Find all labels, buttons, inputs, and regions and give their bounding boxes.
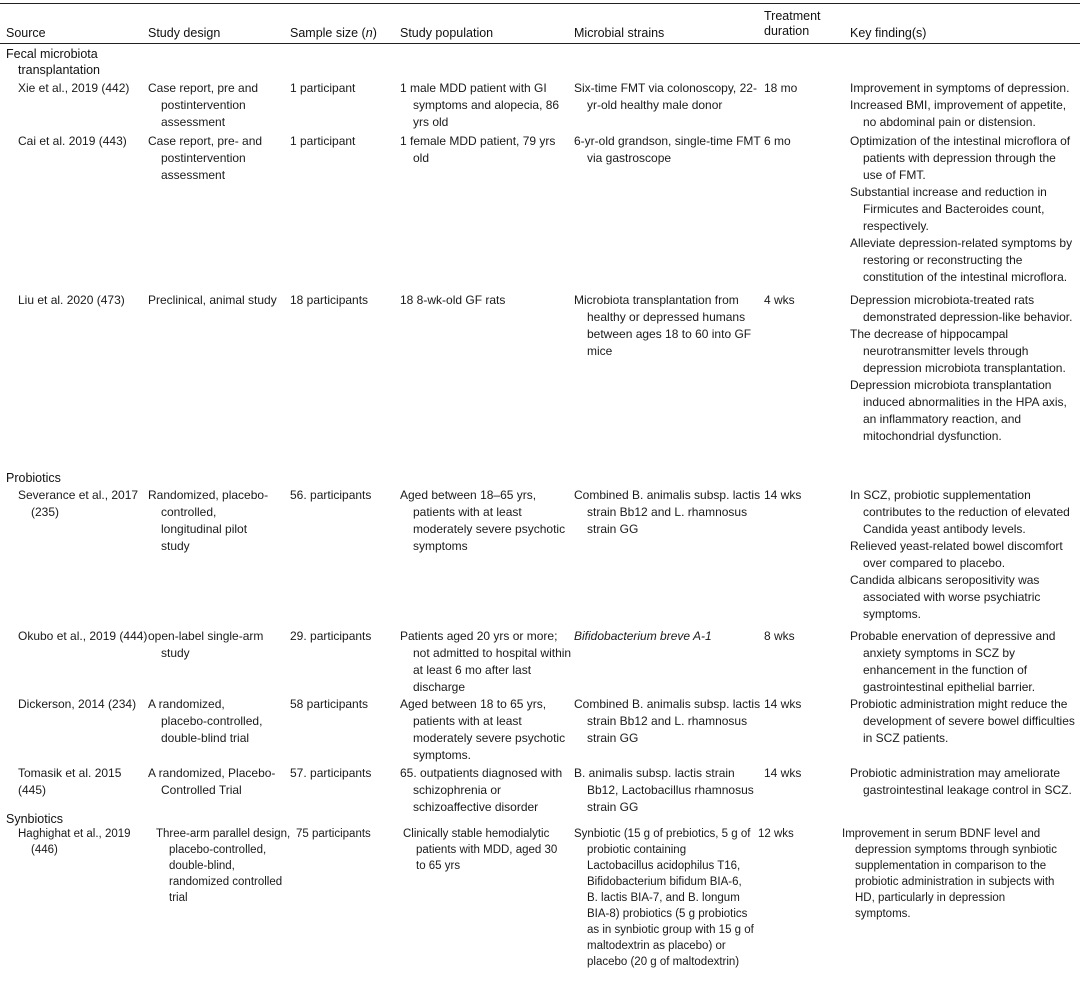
- row-xie-sample: 1 participant: [290, 81, 356, 95]
- row-dickerson-source: Dickerson, 2014 (234): [18, 697, 137, 711]
- row-haghighat-design: Three-arm parallel design, placebo-controlled, double-blind, randomized controlled trial: [156, 828, 291, 904]
- row-haghighat-strains: Synbiotic (15 g of prebiotics, 5 g of probiotic containing Lactobacillus acidophilus T16, Bifidobacterium bifidum BIA-6, B. lactis BIA-7, and B. longum BIA-8) probiotics (5 g probiotics as in synbiotic group with 15 g of maltodextrin as placebo) or placebo (20 g of maltodextrin): [574, 828, 754, 968]
- row-haghighat-duration: 12 wks: [758, 828, 794, 840]
- row-haghighat-source: Haghighat et al., 2019 (446): [18, 828, 131, 856]
- row-severance-strains-text: Combined B. animalis subsp. lactis strain Bb12 and L. rhamnosus strain GG: [574, 488, 761, 536]
- header-duration-line1: Treatment: [764, 9, 821, 23]
- row-okubo-duration: 8 wks: [764, 629, 795, 643]
- header-sample-n: n: [365, 26, 373, 40]
- row-cai-duration: 6 mo: [764, 134, 791, 148]
- row-tomasik-source: Tomasik et al. 2015 (445): [18, 766, 122, 797]
- row-okubo-sample: 29. participants: [290, 629, 372, 643]
- row-severance-design: Randomized, placebo-controlled, longitudinal pilot study: [148, 488, 269, 553]
- row-liu-finding-1: Depression microbiota-treated rats demonstrated depression-like behavior.: [850, 293, 1073, 324]
- row-xie-finding-1: Improvement in symptoms of depression.: [850, 81, 1070, 95]
- header-duration-line2: duration: [764, 24, 810, 38]
- row-xie-finding-2: Increased BMI, improvement of appetite, no abdominal pain or distension.: [850, 98, 1067, 129]
- row-tomasik-design: A randomized, Placebo-Controlled Trial: [148, 766, 276, 797]
- section-fmt-line1: Fecal microbiota: [6, 47, 98, 61]
- row-liu-source: Liu et al. 2020 (473): [18, 293, 125, 307]
- header-sample: [290, 26, 377, 41]
- row-severance-source: Severance et al., 2017 (235): [18, 488, 139, 519]
- row-liu-finding-3: Depression microbiota transplantation induced abnormalities in the HPA axis, an inflammatory reaction, and mitochondrial dysfunction.: [850, 378, 1067, 443]
- header-population: Study population: [400, 26, 494, 40]
- header-strains: Microbial strains: [574, 26, 665, 40]
- row-cai-sample: 1 participant: [290, 134, 356, 148]
- row-liu-duration: 4 wks: [764, 293, 795, 307]
- row-liu-design: Preclinical, animal study: [148, 293, 277, 307]
- header-findings: Key finding(s): [850, 26, 927, 40]
- row-cai-finding-2: Substantial increase and reduction in Firmicutes and Bacteroides count, respectively.: [850, 185, 1047, 233]
- row-haghighat-sample: 75 participants: [296, 828, 371, 840]
- row-okubo-findings: [850, 628, 1078, 696]
- row-okubo-strains: Bifidobacterium breve A-1: [574, 629, 712, 643]
- row-tomasik-strains: B. animalis subsp. lactis strain Bb12, Lactobacillus rhamnosus strain GG: [574, 766, 754, 814]
- row-severance-duration: 14 wks: [764, 488, 802, 502]
- row-tomasik-sample: 57. participants: [290, 766, 372, 780]
- row-haghighat-population: Clinically stable hemodialytic patients with MDD, aged 30 to 65 yrs: [403, 828, 558, 872]
- row-severance-finding-1: In SCZ, probiotic supplementation contributes to the reduction of elevated Candida yeast antibody levels.: [850, 488, 1070, 536]
- header-sample-suffix: ): [372, 26, 377, 40]
- row-okubo-population: Patients aged 20 yrs or more; not admitted to hospital within at least 6 mo after last discharge: [400, 629, 572, 694]
- row-severance-findings: [850, 487, 1078, 623]
- row-liu-findings: [850, 292, 1078, 445]
- header-sample-prefix: Sample size (: [290, 26, 366, 40]
- section-synbiotics: Synbiotics: [6, 812, 63, 826]
- section-fmt-line2: transplantation: [18, 63, 101, 77]
- row-okubo-source: Okubo et al., 2019 (444): [18, 629, 148, 643]
- section-probiotics: Probiotics: [6, 471, 61, 485]
- row-severance-finding-3: Candida albicans seropositivity was associated with worse psychiatric symptoms.: [850, 573, 1041, 621]
- row-severance-sample: 56. participants: [290, 488, 372, 502]
- row-tomasik-finding-1: Probiotic administration may ameliorate gastrointestinal leakage control in SCZ.: [850, 766, 1072, 797]
- row-severance-finding-2: Relieved yeast-related bowel discomfort over compared to placebo.: [850, 539, 1063, 570]
- row-cai-finding-3: Alleviate depression-related symptoms by restoring or reconstructing the constitution of the intestinal microflora.: [850, 236, 1073, 284]
- row-liu-strains: Microbiota transplantation from healthy or depressed humans between ages 18 to 60 into GF mice: [574, 293, 752, 358]
- row-dickerson-finding-1: Probiotic administration might reduce the development of severe bowel difficulties in SCZ patients.: [850, 697, 1075, 745]
- row-dickerson-strains: Combined B. animalis subsp. lactis strain Bb12 and L. rhamnosus strain GG: [574, 697, 761, 745]
- header-duration: [764, 9, 821, 39]
- row-dickerson-duration: 14 wks: [764, 697, 802, 711]
- row-dickerson-findings: [850, 696, 1078, 747]
- section-fmt: [6, 46, 100, 78]
- row-tomasik-population: 65. outpatients diagnosed with schizophrenia or schizoaffective disorder: [400, 766, 563, 814]
- row-xie-duration: 18 mo: [764, 81, 798, 95]
- row-severance-strains: [574, 487, 765, 538]
- row-tomasik-findings: [850, 765, 1078, 799]
- row-okubo-finding-1: Probable enervation of depressive and anxiety symptoms in SCZ by enhancement in the function of gastrointestinal epithelial barrier.: [850, 629, 1056, 694]
- row-cai-strains: 6-yr-old grandson, single-time FMT via gastroscope: [574, 134, 761, 165]
- header-source: Source: [6, 26, 46, 40]
- row-xie-strains: Six-time FMT via colonoscopy, 22-yr-old healthy male donor: [574, 81, 757, 112]
- row-haghighat-findings: [842, 826, 1062, 922]
- row-cai-findings: [850, 133, 1078, 286]
- top-rule: [0, 3, 1080, 4]
- row-cai-design: Case report, pre- and postintervention assessment: [148, 134, 263, 182]
- row-dickerson-population: Aged between 18 to 65 yrs, patients with at least moderately severe psychotic symptoms.: [400, 697, 566, 762]
- row-cai-population: 1 female MDD patient, 79 yrs old: [400, 134, 556, 165]
- row-xie-findings: [850, 80, 1078, 131]
- row-cai-finding-1: Optimization of the intestinal microflora of patients with depression through the use of FMT.: [850, 134, 1071, 182]
- row-liu-finding-2: The decrease of hippocampal neurotransmitter levels through depression microbiota transplantation.: [850, 327, 1066, 375]
- row-haghighat-finding-1: Improvement in serum BDNF level and depression symptoms through synbiotic supplementation in comparison to the probiotic administration in subjects with HD, particularly in depression symptoms.: [842, 828, 1057, 920]
- row-tomasik-duration: 14 wks: [764, 766, 802, 780]
- row-xie-design: Case report, pre and postintervention assessment: [148, 81, 259, 129]
- row-xie-source: Xie et al., 2019 (442): [18, 81, 130, 95]
- row-liu-population: 18 8-wk-old GF rats: [400, 293, 506, 307]
- row-cai-source: Cai et al. 2019 (443): [18, 134, 127, 148]
- row-severance-population: Aged between 18–65 yrs, patients with at least moderately severe psychotic symptoms: [400, 488, 566, 553]
- header-rule: [0, 43, 1080, 44]
- row-okubo-design: open-label single-arm study: [148, 629, 264, 660]
- row-xie-population: 1 male MDD patient with GI symptoms and alopecia, 86 yrs old: [400, 81, 560, 129]
- row-dickerson-sample: 58 participants: [290, 697, 369, 711]
- row-liu-sample: 18 participants: [290, 293, 369, 307]
- header-design: Study design: [148, 26, 221, 40]
- row-dickerson-design: A randomized, placebo-controlled, double-blind trial: [148, 697, 263, 745]
